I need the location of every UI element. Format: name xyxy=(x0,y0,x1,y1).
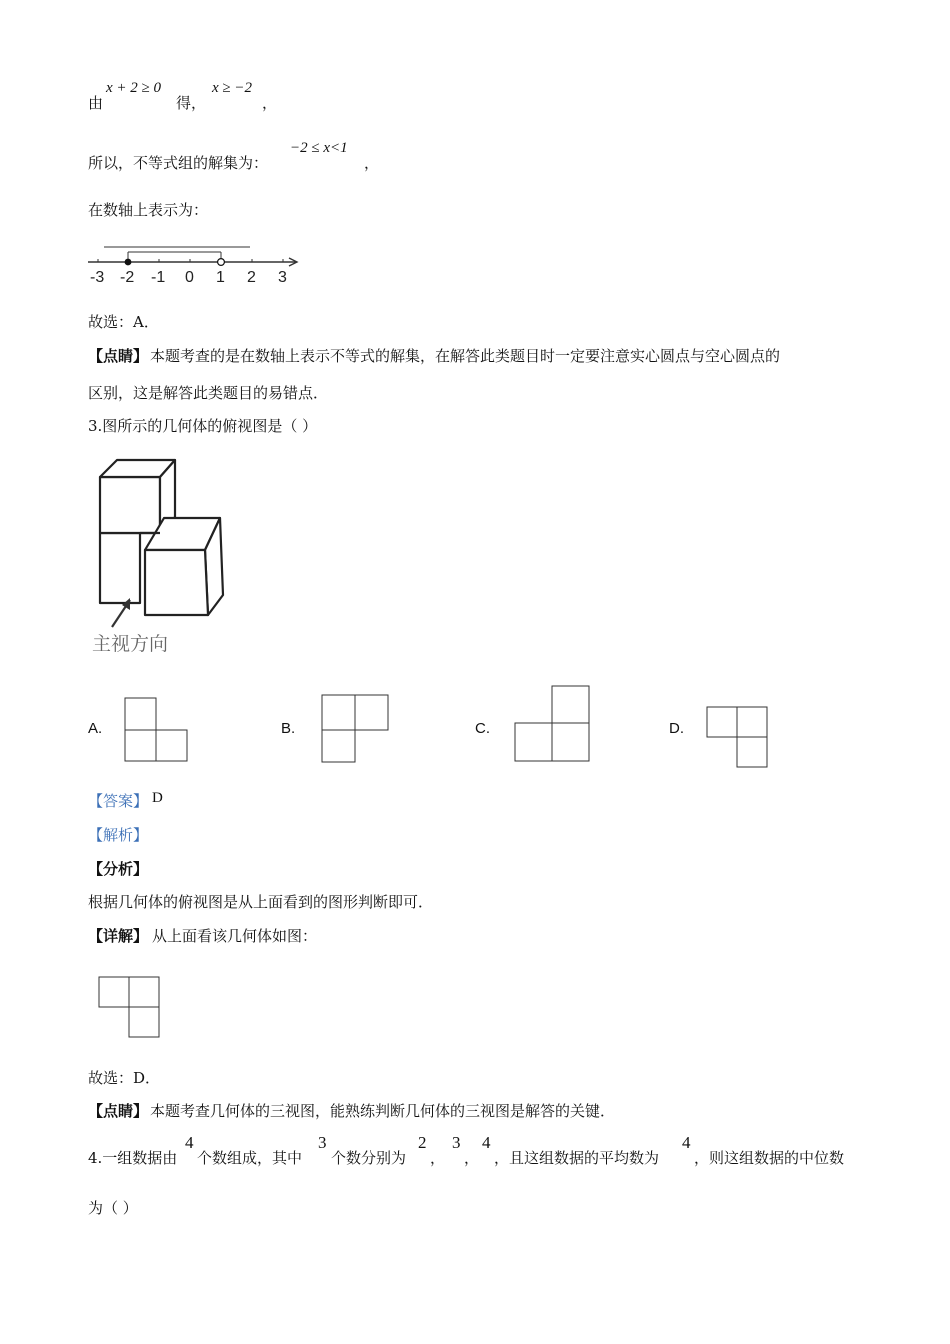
top-view-figure xyxy=(98,976,162,1040)
choose-a-text: 故选：A． xyxy=(88,313,159,331)
tick-label: 1 xyxy=(216,269,225,286)
line1-mid: 得， xyxy=(176,94,207,112)
answer-tag: 【答案】 xyxy=(88,792,149,810)
tick-label: 3 xyxy=(278,269,287,286)
q4-part2: 个数组成，其中 xyxy=(197,1149,303,1167)
comment2-tag: 【点睛】 xyxy=(88,1102,149,1120)
option-a-figure xyxy=(124,697,188,763)
cube-figure xyxy=(90,455,250,660)
tick-label: -3 xyxy=(90,269,105,286)
view-direction-caption: 主视方向 xyxy=(92,633,169,655)
open-point-marker xyxy=(218,259,225,266)
math-solution-set: −2 ≤ x<1 xyxy=(290,140,348,156)
math-inequality-2: x ≥ −2 xyxy=(212,80,253,96)
comment-tag: 【点睛】 xyxy=(88,347,149,365)
tick-label: 2 xyxy=(247,269,256,286)
option-a-label: A. xyxy=(88,720,103,737)
comment-text-line2: 区别，这是解答此类题目的易错点． xyxy=(88,384,329,402)
solid-point-marker xyxy=(125,259,132,266)
number-line-intro: 在数轴上表示为： xyxy=(88,201,209,219)
detail-tag: 【详解】 xyxy=(88,927,149,945)
tick-label: -2 xyxy=(120,269,135,286)
q4-num: 3 xyxy=(318,1133,327,1152)
option-d-figure xyxy=(706,706,770,770)
fenxi-tag: 【分析】 xyxy=(88,860,149,878)
q4-comma: ， xyxy=(430,1149,446,1167)
line1-suffix: ， xyxy=(262,94,278,112)
tick-label: -1 xyxy=(151,269,166,286)
q4-part4: ，且这组数据的平均数为 xyxy=(494,1149,660,1167)
detail-text: 从上面看该几何体如图： xyxy=(152,927,318,945)
comment2-text: 本题考查几何体的三视图，能熟练判断几何体的三视图是解答的关键． xyxy=(150,1102,616,1120)
line2-suffix: ， xyxy=(364,154,380,172)
number-line-figure xyxy=(86,240,316,290)
q4-part1: 4.一组数据由 xyxy=(88,1149,178,1167)
q4-part3: 个数分别为 xyxy=(331,1149,407,1167)
choose-d-text: 故选：D． xyxy=(88,1069,161,1087)
tick-label: 0 xyxy=(185,269,194,286)
option-b-label: B. xyxy=(281,720,296,737)
option-b-figure xyxy=(321,694,391,764)
q4-num: 4 xyxy=(185,1133,194,1152)
fenxi-text: 根据几何体的俯视图是从上面看到的图形判断即可． xyxy=(88,893,434,911)
option-d-label: D. xyxy=(669,720,684,737)
line1-prefix: 由 xyxy=(88,94,104,112)
q4-comma: ， xyxy=(464,1149,480,1167)
math-inequality-1: x + 2 ≥ 0 xyxy=(106,80,162,96)
option-c-label: C. xyxy=(475,720,490,737)
question-3-stem: 3.图所示的几何体的俯视图是（ ） xyxy=(88,417,318,435)
answer-value: D xyxy=(152,790,163,806)
q4-num: 4 xyxy=(482,1133,491,1152)
option-c-figure xyxy=(514,685,592,763)
q4-line2: 为（ ） xyxy=(88,1199,138,1217)
q4-part5: ，则这组数据的中位数 xyxy=(694,1149,845,1167)
solution-set-text: 所以，不等式组的解集为： xyxy=(88,154,269,172)
q4-num: 4 xyxy=(682,1133,691,1152)
q4-num: 3 xyxy=(452,1133,461,1152)
comment-text-line1: 本题考查的是在数轴上表示不等式的解集，在解答此类题目时一定要注意实心圆点与空心圆点的 xyxy=(150,347,781,365)
q4-num: 2 xyxy=(418,1133,427,1152)
analysis-tag: 【解析】 xyxy=(88,826,149,844)
